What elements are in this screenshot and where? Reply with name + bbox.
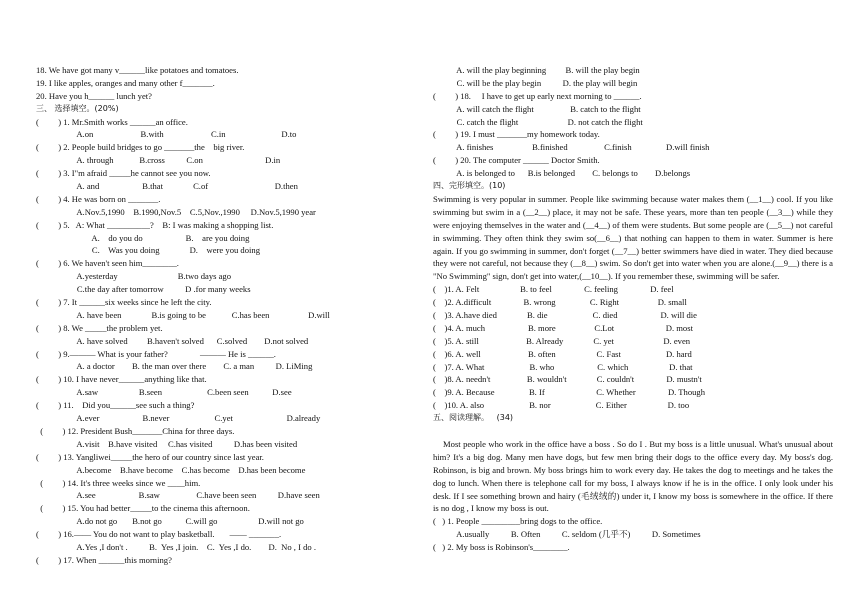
reading-questions	[433, 515, 833, 554]
spacer	[433, 425, 833, 438]
question-line: ( ) 7. It ______six weeks since he left the city.	[36, 297, 212, 308]
question-line: ( ) 18. I have to get up early next morning to ______.	[433, 90, 642, 101]
question-line: ( ) 20. The computer ______ Doctor Smith.	[433, 155, 600, 166]
question-line: A. and B.that C.of D.then	[36, 181, 298, 192]
question-line: ( ) 9.——— What is your father? ——— He is ______.	[36, 348, 276, 359]
question-line: ( ) 5. A: What __________? B: I was making a shopping list.	[36, 219, 274, 230]
question-line: 20. Have you h______ lunch yet?	[36, 90, 152, 101]
question-line: A. through B.cross C.on D.in	[36, 155, 281, 166]
question-line: 四、完形填空。(10)	[433, 181, 506, 191]
question-line: ( ) 3. I"m afraid _____he cannot see you now.	[36, 168, 211, 179]
reading-question-line: A.usually B. Often C. seldom (几乎不) D. Sometimes	[433, 529, 701, 540]
question-line: 19. I like apples, oranges and many other f_______.	[36, 77, 215, 88]
question-line: A. will catch the flight B. catch to the flight	[433, 103, 641, 114]
question-line: ( ) 13. Yangliwei_____the hero of our country since last year.	[36, 451, 264, 462]
question-line: ( ) 2. People build bridges to go _______the big river.	[36, 142, 245, 153]
question-line: ( ) 16.—— You do not want to play basketball. —— _______.	[36, 529, 282, 540]
question-line: A. will the play beginning B. will the play begin	[433, 65, 640, 75]
cloze-options	[433, 283, 833, 412]
cloze-option-line: ( )1. A. Felt B. to feel C. feeling D. feel	[433, 284, 674, 295]
question-line: 三、 选择填空。(20%)	[36, 103, 119, 113]
left-column	[36, 64, 426, 567]
question-line: A.saw B.seen C.been seen D.see	[36, 387, 292, 398]
cloze-option-line: ( )9. A. Because B. If C. Whether D. Though	[433, 387, 706, 398]
question-line: A. is belonged to B.is belonged C. belongs to D.belongs	[433, 168, 691, 179]
question-line: A.on B.with C.in D.to	[36, 129, 297, 140]
question-line: A.become B.have become C.has become D.has been become	[36, 464, 306, 475]
cloze-option-line: ( )4. A. much B. more C.Lot D. most	[433, 322, 693, 333]
question-line: A. have solved B.haven't solved C.solved D.not solved	[36, 335, 309, 346]
question-line: A. do you do B. are you doing	[36, 232, 250, 243]
question-line: ( ) 4. He was born on _______.	[36, 193, 161, 204]
question-line: ( ) 17. When ______this morning?	[36, 554, 172, 565]
question-line: A. finishes B.finished C.finish D.will finish	[433, 142, 710, 153]
question-line: C. Was you doing D. were you doing	[36, 245, 261, 256]
reading-question-line: ( ) 1. People _________bring dogs to the office.	[433, 516, 603, 527]
question-line: C. catch the flight D. not catch the flight	[433, 116, 643, 127]
question-line: ( ) 11. Did you______see such a thing?	[36, 400, 195, 411]
question-line: C. will be the play begin D. the play will begin	[433, 77, 638, 88]
cloze-option-line: ( )3. A.have died B. die C. died D. will die	[433, 310, 697, 321]
cloze-option-line: ( )2. A.difficult B. wrong C. Right D. small	[433, 297, 687, 308]
question-line: ( ) 12. President Bush_______China for three days.	[36, 425, 235, 436]
section-five-heading: 五、阅读理解。 (34)	[433, 413, 514, 423]
cloze-paragraph: Swimming is very popular in summer. People like swimming because water makes them (__1__) cool. If you like swimming but swim in a (__2__) place, it may not be safe. These years, more than ten people (__3__) while they were enjoying themselves in the water and (__4__) of them were students. But some people are (__5__) not careful in swimming. They often think they swim so(__6__) that nothing can happen to them in water. Summer is here again. If you go swimming in summer, don't forget (__7__) better swimmers have died in water. They died because they were not careful, not because they (__8__) swim. So don't get into water when you are alone.(__9__) there is a "No Swimming" sign, don't get into water,(__10__). If you remember these, swimming will be safer.	[433, 193, 833, 282]
cloze-option-line: ( )5. A. still B. Already C. yet D. even	[433, 335, 691, 346]
question-line: A. have been B.is going to be C.has been D.will	[36, 309, 330, 320]
question-line: ( ) 15. You had better_____to the cinema this afternoon.	[36, 503, 250, 514]
question-line: A.see B.saw C.have been seen D.have seen	[36, 490, 320, 501]
question-line: A.do not go B.not go C.will go D.will not go	[36, 516, 304, 527]
cloze-option-line: ( )10. A. also B. nor C. Either D. too	[433, 400, 690, 411]
question-line: ( ) 8. We _____the problem yet.	[36, 322, 163, 333]
reading-question-line: ( ) 2. My boss is Robinson's________.	[433, 542, 570, 553]
question-line: A.yesterday B.two days ago	[36, 271, 232, 282]
question-line: ( ) 10. I have never______anything like that.	[36, 374, 207, 385]
question-line: ( ) 14. It's three weeks since we ____him.	[36, 477, 201, 488]
question-line: ( ) 1. Mr.Smith works ______an office.	[36, 116, 188, 127]
question-line: ( ) 19. I must _______my homework today.	[433, 129, 600, 140]
question-line: 18. We have got many v______like potatoes and tomatoes.	[36, 65, 239, 75]
question-line: A.visit B.have visited C.has visited D.has been visited	[36, 438, 298, 449]
question-line: A.Yes ,I don't . B. Yes ,I join. C. Yes ,I do. D. No , I do .	[36, 541, 316, 552]
cloze-option-line: ( )7. A. What B. who C. which D. that	[433, 361, 693, 372]
question-line: A.Nov.5,1990 B.1990,Nov.5 C.5,Nov.,1990 D.Nov.5,1990 year	[36, 206, 316, 217]
right-column	[433, 64, 833, 554]
cloze-option-line: ( )8. A. needn't B. wouldn't C. couldn't D. mustn't	[433, 374, 702, 385]
question-line: A. a doctor B. the man over there C. a man D. LiMing	[36, 361, 313, 372]
question-line: C.the day after tomorrow D .for many weeks	[36, 284, 251, 295]
question-line: ( ) 6. We haven't seen him________.	[36, 258, 179, 269]
question-line: A.ever B.never C.yet D.already	[36, 413, 321, 424]
right-top-lines	[433, 64, 833, 193]
reading-paragraph: Most people who work in the office have a boss . So do I . But my boss is a little unusual. What's unusual about him? It's a big dog. Many men have dogs, but few men bring their dogs to the office every day. My boss's dog. Robinson, is big and brown. My boss brings him to work every day. He takes the dog to meetings and he takes the dog to lunch. When there is telephone call for my boss, I always know if he is in the office. I only look under his desk. If I see something brown and hairy (毛绒绒的) under it, I know my boss is somewhere in the office. If there is no dog , I know my boss is out.	[433, 438, 833, 514]
cloze-option-line: ( )6. A. well B. often C. Fast D. hard	[433, 348, 692, 359]
